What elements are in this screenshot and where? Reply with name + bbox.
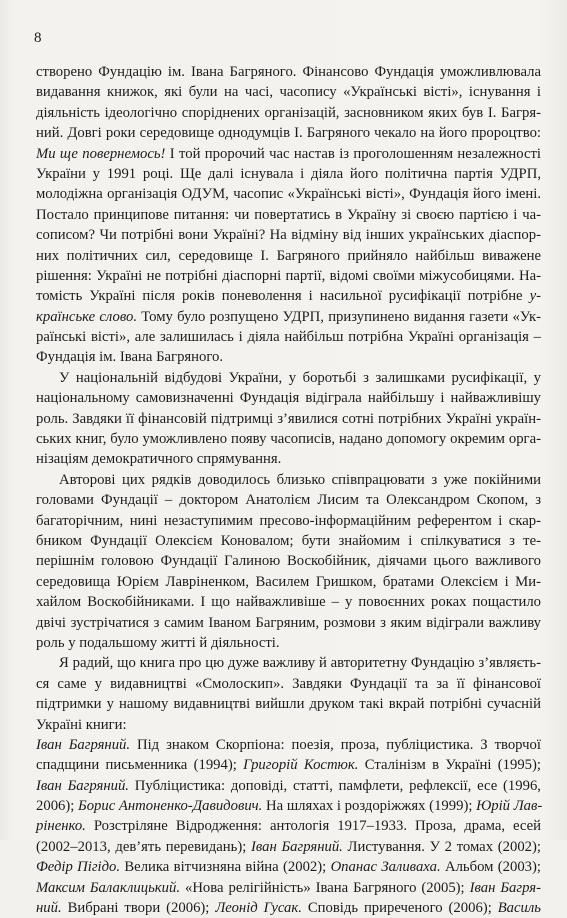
text-segment: видавання книжок, які були на часі, часопису «Українські вісті», існування і xyxy=(36,84,541,101)
text-line xyxy=(36,735,541,755)
text-line xyxy=(36,307,541,327)
italic-text-segment: Василь xyxy=(497,900,541,917)
text-segment: роль у подальшому житті й діяльності. xyxy=(36,634,280,651)
text-segment: хайлом Воскобійниками. І що найважливіше – у повоєнних роках пощастило xyxy=(36,594,541,611)
text-segment: перішнім головою Фундації Галиною Воскобійник, діячами цього важливого xyxy=(36,553,541,570)
text-line xyxy=(36,225,541,245)
text-line xyxy=(36,592,541,612)
text-segment: сописом? Чи потрібні вони Україні? На відміну від інших українських діаспор- xyxy=(36,227,541,244)
text-line xyxy=(36,123,541,143)
text-line xyxy=(36,327,541,347)
text-line xyxy=(36,368,541,388)
text-line xyxy=(36,531,541,551)
text-line xyxy=(36,82,541,102)
text-line xyxy=(36,674,541,694)
text-segment: «Нова релігійність» Івана Багряного (2005); xyxy=(180,879,470,896)
text-segment: молодіжна організація ОДУМ, часопис «Українські вісті», Фундація його імені. xyxy=(36,186,541,203)
text-segment: ських книг, було уможливлено появу часописів, надано допомогу окремим орга- xyxy=(36,431,541,448)
text-segment: бником Фундації Олексієм Коновалом; бути знайомим і спілкуватися з те- xyxy=(36,532,541,549)
text-line xyxy=(36,184,541,204)
text-segment: ний. Довгі роки середовище однодумців І. Багряного чекало на його пророцтво: xyxy=(36,125,541,142)
text-line xyxy=(36,490,541,510)
text-line xyxy=(36,613,541,633)
text-line xyxy=(36,429,541,449)
text-line xyxy=(36,286,541,306)
text-line xyxy=(36,62,541,82)
text-segment: ся саме у видавництві «Смолоскип». Завдяки Фундації та за її фінансової xyxy=(36,675,541,692)
italic-text-segment: Іван Багря- xyxy=(469,879,542,896)
text-line xyxy=(36,246,541,266)
text-line xyxy=(36,878,541,898)
text-line xyxy=(36,715,541,735)
text-segment: Вибрані твори (2006); xyxy=(61,900,216,917)
italic-text-segment: країнське слово. xyxy=(36,308,138,325)
text-segment: рішення: Україні не потрібні діаспорні партії, відомі своїми міжусобицями. На- xyxy=(36,267,541,284)
text-line xyxy=(36,144,541,164)
text-line xyxy=(36,694,541,714)
italic-text-segment: ріненко. xyxy=(36,818,86,835)
text-line xyxy=(36,449,541,469)
text-segment: У національній відбудові України, у боротьбі з залишками русифікації, у xyxy=(59,369,541,386)
text-line xyxy=(36,857,541,877)
italic-text-segment: Іван Багряний. xyxy=(36,736,131,753)
text-segment: спадщини письменника (1994); xyxy=(36,757,244,774)
text-line xyxy=(36,816,541,836)
text-segment: Постало принципове питання: чи повертатись в Україну зі своєю партією і ча- xyxy=(36,206,541,223)
text-segment: багаторічним, нині незаступимим пресово-інформаційним референтом і скар- xyxy=(36,512,541,529)
text-segment: національному самовизначенні Фундація відіграла найбільшу і найважливішу xyxy=(36,390,541,407)
text-segment: підтримки у нашому видавництві вийшли друком такі вкрай потрібні сучасній xyxy=(36,696,541,713)
text-segment: двічі зустрічатися з самим Іваном Багряним, розмови з яким відіграли важливу xyxy=(36,614,541,631)
text-line xyxy=(36,103,541,123)
text-segment: томість Україні після років поневолення і насильної русифікації потрібне xyxy=(36,288,530,305)
text-segment: Фундація ім. Івана Багряного. xyxy=(36,349,224,366)
italic-text-segment: Іван Багряний. xyxy=(36,777,129,794)
text-segment: І той пророчий час настав із проголошенням незалежності xyxy=(165,145,541,162)
text-segment: Сталінізм в Україні (1995); xyxy=(358,757,541,774)
text-segment: головами Фундації – доктором Анатолієм Лисим та Олександром Скопом, з xyxy=(36,492,541,509)
text-segment: Під знаком Скорпіона: поезія, проза, публіцистика. З творчої xyxy=(130,736,541,753)
text-segment: діяльність ідеологічно споріднених організацій, засновником яких був І. Багря- xyxy=(36,104,541,121)
italic-text-segment: Максим Балаклицький. xyxy=(36,879,180,896)
italic-text-segment: Юрій Лав- xyxy=(476,798,543,815)
text-segment: середовища Юрієм Лавріненком, Василем Гришком, братами Олексієм і Ми- xyxy=(36,573,541,590)
italic-text-segment: ний. xyxy=(36,900,62,917)
text-line xyxy=(36,409,541,429)
text-line xyxy=(36,511,541,531)
text-segment: України у 1991 році. Ще далі існувала і діяла його політична партія УДРП, xyxy=(36,165,541,182)
body-text xyxy=(36,62,541,918)
text-segment: Я радий, що книга про цю дуже важливу й авторитетну Фундацію з’являєть- xyxy=(59,655,541,672)
text-line xyxy=(36,755,541,775)
text-line xyxy=(36,551,541,571)
text-segment: створено Фундацію ім. Івана Багряного. Фінансово Фундація уможливлювала xyxy=(36,64,541,80)
text-segment: Україні книги: xyxy=(36,716,127,733)
text-segment: Тому було розпущено УДРП, призупинено видання газети «Ук- xyxy=(137,308,542,325)
text-segment: раїнські вісті», але залишилась і діяла найбільш потрібна Україні організація – xyxy=(36,329,541,346)
text-segment: Розстріляне Відродження: антологія 1917–1933. Проза, драма, есей xyxy=(85,818,541,835)
text-line xyxy=(36,470,541,490)
text-segment: Авторові цих рядків доводилось близько співпрацювати з уже покійними xyxy=(59,471,541,488)
text-segment: (2002–2013, дев’ять перевидань); xyxy=(36,838,251,855)
text-segment: нізаціям демократичного спрямування. xyxy=(36,451,282,468)
text-segment: Велика вітчизняна війна (2002); xyxy=(120,859,331,876)
text-segment: Альбом (2003); xyxy=(440,859,541,876)
text-line xyxy=(36,633,541,653)
italic-text-segment: Федір Пігідо. xyxy=(36,859,121,876)
text-segment: Листування. У 2 томах (2002); xyxy=(342,838,541,855)
italic-text-segment: Ми ще повернемось! xyxy=(36,145,166,162)
text-line xyxy=(36,347,541,367)
text-segment: 2006); xyxy=(36,798,79,815)
text-line xyxy=(36,572,541,592)
italic-text-segment: Григорій Костюк. xyxy=(243,757,359,774)
italic-text-segment: Опанас Заливаха. xyxy=(330,859,441,876)
text-line xyxy=(36,898,541,918)
italic-text-segment: Борис Антоненко-Давидович. xyxy=(78,798,263,815)
text-line xyxy=(36,388,541,408)
italic-text-segment: Іван Багряний. xyxy=(251,838,343,855)
text-line xyxy=(36,205,541,225)
text-segment: На шляхах і роздоріжжях (1999); xyxy=(262,798,477,815)
text-line xyxy=(36,653,541,673)
text-line xyxy=(36,776,541,796)
italic-text-segment: у- xyxy=(529,288,541,305)
page-number: 8 xyxy=(34,30,42,46)
text-segment: них політичних сил, середовище І. Багряного прийняло найбільш виважене xyxy=(36,247,541,264)
text-line xyxy=(36,796,541,816)
text-segment: Публіцистика: доповіді, статті, памфлети, рефлексії, есе (1996, xyxy=(128,777,541,794)
text-line xyxy=(36,164,541,184)
text-segment: Сповідь приреченого (2006); xyxy=(301,900,498,917)
text-segment: роль. Завдяки її фінансовій підтримці з’явилися сотні потрібних Україні україн- xyxy=(36,410,541,427)
italic-text-segment: Леонід Гусак. xyxy=(215,900,302,917)
text-line xyxy=(36,266,541,286)
